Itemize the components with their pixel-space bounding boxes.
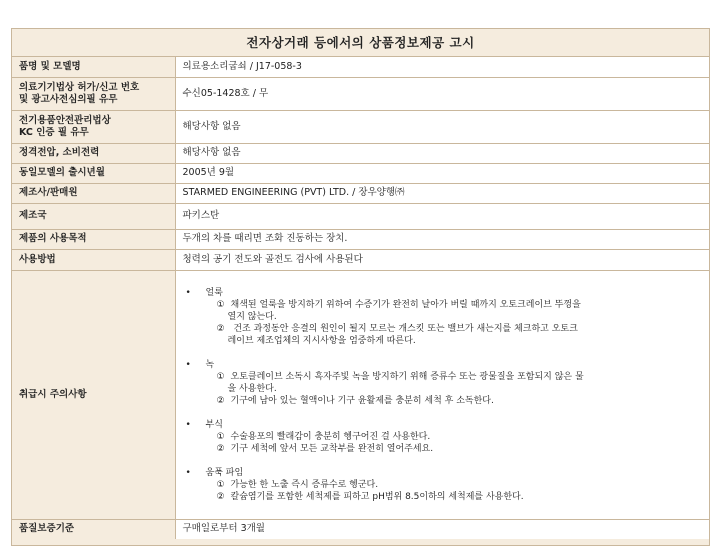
- bullet: •: [185, 287, 191, 298]
- row-label-line: 전기용품안전관리법상: [19, 114, 111, 126]
- row-label: 동일모델의 출시년월: [12, 163, 175, 183]
- table-row: [12, 143, 709, 163]
- section-heading: 녹: [205, 359, 215, 370]
- item-text: 수술용포의 빨래감이 충분히 헹구어진 걸 사용한다.: [230, 431, 431, 442]
- section-heading: 얼룩: [205, 287, 223, 298]
- item-number: ②: [216, 395, 225, 406]
- list-item: [195, 491, 710, 503]
- table-row: [12, 163, 709, 183]
- care-section: [183, 419, 710, 455]
- bullet: •: [185, 419, 191, 430]
- item-text: 오토클레이브 소독시 흑자주빛 녹을 방지하기 위해 증류수 또는 광물질을 포함되지 않은 물: [230, 371, 584, 382]
- row-value: 수신05-1428호 / 무: [175, 77, 709, 110]
- table-row: [12, 183, 709, 203]
- item-number: ②: [216, 323, 225, 334]
- row-value: 해당사항 없음: [175, 110, 709, 143]
- row-value: 두개의 차를 때리면 조화 진동하는 장치.: [175, 229, 709, 249]
- table-row: [12, 203, 709, 229]
- table-row: [12, 110, 709, 143]
- item-text: 열지 않는다.: [227, 311, 277, 322]
- list-item: [195, 443, 710, 455]
- bullet: •: [185, 467, 191, 478]
- item-number: ②: [216, 443, 225, 454]
- bullet: •: [185, 359, 191, 370]
- info-table: [12, 57, 709, 539]
- row-label: [12, 77, 175, 110]
- list-item: [195, 395, 710, 407]
- row-label: 제조사/판매원: [12, 183, 175, 203]
- care-section: [183, 287, 710, 347]
- item-text: 건조 과정동안 응결의 원인이 될지 모르는 개스킷 또는 밸브가 새는지를 체크하고 오토크: [230, 323, 578, 334]
- row-label: 취급시 주의사항: [12, 270, 175, 519]
- list-item: [195, 431, 710, 443]
- row-value: STARMED ENGINEERING (PVT) LTD. / 장우양행㈜: [175, 183, 709, 203]
- table-row: [12, 57, 709, 77]
- section-heading: 움푹 파임: [205, 467, 244, 478]
- row-value: 의료용소리굽쇠 / J17-058-3: [175, 57, 709, 77]
- care-section: [183, 467, 710, 503]
- row-label: 품명 및 모델명: [12, 57, 175, 77]
- list-item: [195, 479, 710, 491]
- row-label-line: KC 인증 필 유무: [19, 126, 89, 138]
- table-row: [12, 77, 709, 110]
- row-label: [12, 110, 175, 143]
- row-value: 파키스탄: [175, 203, 709, 229]
- item-number: ①: [216, 299, 225, 310]
- table-row: [12, 249, 709, 270]
- row-value: 2005년 9월: [175, 163, 709, 183]
- row-label: 정격전압, 소비전력: [12, 143, 175, 163]
- row-value: 청력의 공기 전도와 골전도 검사에 사용된다: [175, 249, 709, 270]
- item-text: 가능한 한 노출 즉시 증류수로 헹군다.: [230, 479, 379, 490]
- item-number: ①: [216, 431, 225, 442]
- section-heading: 부식: [205, 419, 223, 430]
- row-label: 제품의 사용목적: [12, 229, 175, 249]
- row-label-line: 및 광고사전심의필 유무: [19, 93, 118, 105]
- item-text: 기구 세척에 앞서 모든 교착부를 완전히 열어주세요.: [230, 443, 434, 454]
- item-number: ①: [216, 371, 225, 382]
- table-row: [12, 519, 709, 539]
- list-item: [195, 371, 710, 395]
- item-text: 레이브 제조업체의 지시사항을 엄중하게 따른다.: [227, 335, 416, 346]
- item-number: ②: [216, 491, 225, 502]
- row-value: 구매일로부터 3개월: [175, 519, 709, 539]
- list-item: [195, 323, 710, 347]
- row-label: 품질보증기준: [12, 519, 175, 539]
- item-text: 채색된 얼룩을 방지하기 위하여 수증기가 완전히 날아가 버릴 때까지 오토크레이브 뚜껑을: [230, 299, 581, 310]
- item-number: ①: [216, 479, 225, 490]
- notice-title: 전자상거래 등에서의 상품정보제공 고시: [12, 29, 709, 57]
- row-label-line: 의료기기법상 허가/신고 번호: [19, 81, 140, 93]
- item-text: 칼슘염기를 포함한 세척제를 피하고 pH범위 8.5이하의 세척제를 사용한다.: [230, 491, 524, 502]
- item-text: 기구에 남아 있는 혈액이나 기구 윤활제를 충분히 세척 후 소독한다.: [230, 395, 494, 406]
- row-value: 해당사항 없음: [175, 143, 709, 163]
- item-text: 을 사용한다.: [227, 383, 277, 394]
- care-instructions: [175, 270, 709, 519]
- list-item: [195, 299, 710, 323]
- row-label: 제조국: [12, 203, 175, 229]
- product-info-notice: [11, 28, 710, 546]
- table-row: [12, 229, 709, 249]
- care-section: [183, 359, 710, 407]
- table-row: [12, 270, 709, 519]
- row-label: 사용방법: [12, 249, 175, 270]
